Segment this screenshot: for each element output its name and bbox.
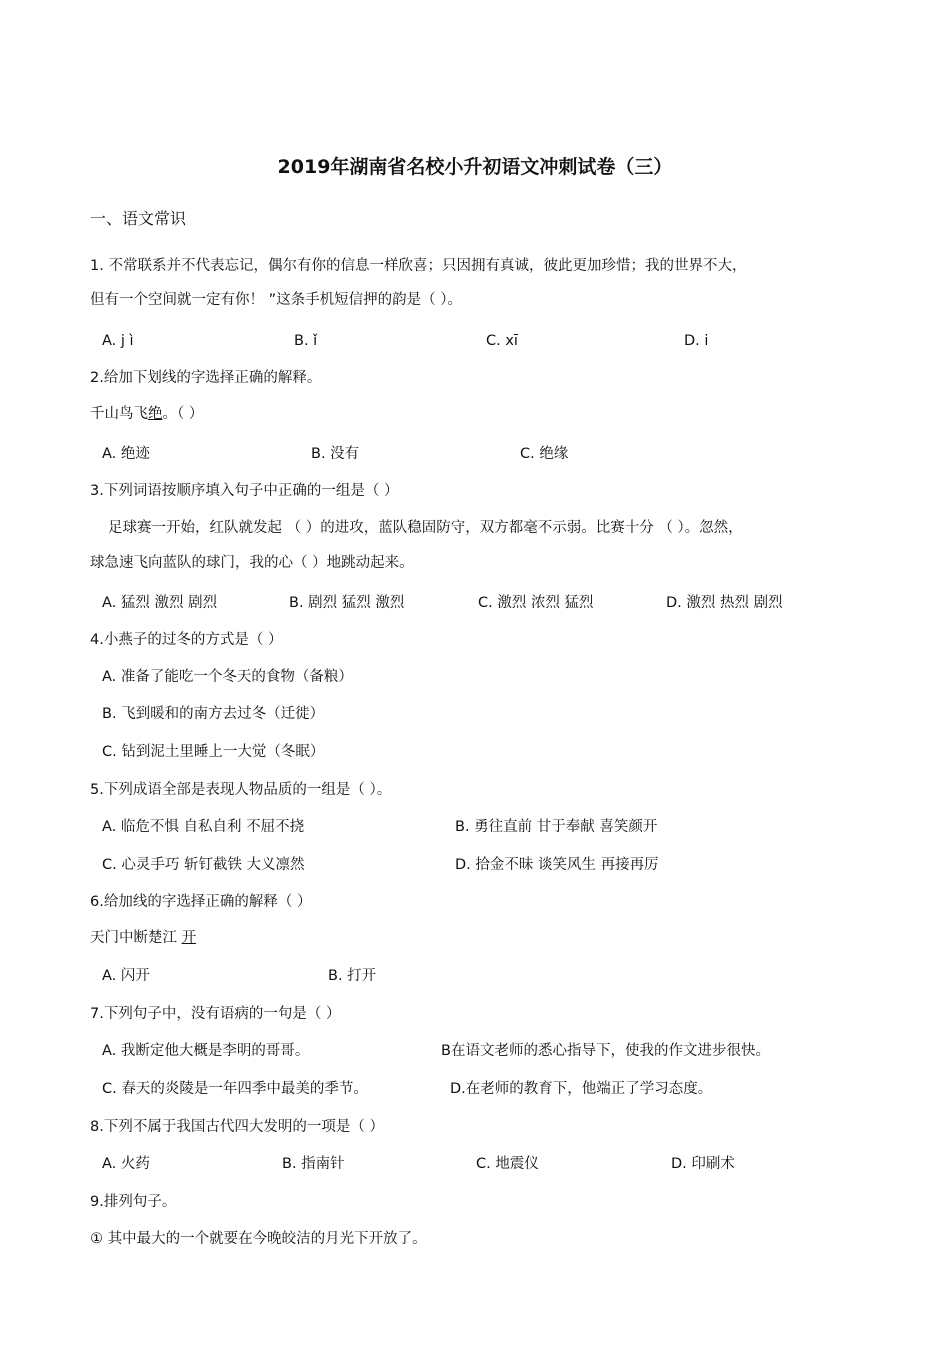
q2-option-a: A. 绝迹 xyxy=(102,446,150,462)
q7-stem: 7.下列句子中，没有语病的一句是（ ） xyxy=(90,1006,341,1022)
q2-option-b: B. 没有 xyxy=(311,446,360,462)
q5-option-a: A. 临危不惧 自私自利 不屈不挠 xyxy=(102,819,305,835)
q2-sentence-post: 。（ ） xyxy=(162,406,204,422)
q6-sentence xyxy=(90,928,196,948)
q3-stem: 3.下列词语按顺序填入句子中正确的一组是（ ） xyxy=(90,483,399,499)
q7-option-a: A. 我断定他大概是李明的哥哥。 xyxy=(102,1043,310,1059)
q6-sentence-pre: 天门中断楚江 xyxy=(90,930,182,946)
q3-passage-line1: 足球赛一开始，红队就发起 （ ）的进攻，蓝队稳固防守，双方都毫不示弱。比赛十分 （ ）。忽然， xyxy=(108,520,743,536)
q8-option-a: A. 火药 xyxy=(102,1156,150,1172)
q5-stem: 5.下列成语全部是表现人物品质的一组是（ ）。 xyxy=(90,782,392,798)
q8-option-b: B. 指南针 xyxy=(282,1156,345,1172)
q5-option-b: B. 勇往直前 甘于奉献 喜笑颜开 xyxy=(455,819,658,835)
q1-stem-line2: 但有一个空间就一定有你！ ”这条手机短信押的韵是（ ）。 xyxy=(90,292,462,308)
q6-option-b: B. 打开 xyxy=(328,968,377,984)
section-heading: 一、语文常识 xyxy=(90,209,187,228)
q5-option-c: C. 心灵手巧 斩钉截铁 大义凛然 xyxy=(102,857,305,873)
q1-option-d: D. i xyxy=(684,333,709,349)
q6-underlined-char: 开 xyxy=(181,930,197,946)
q6-stem: 6.给加线的字选择正确的解释（ ） xyxy=(90,894,312,910)
q8-option-c: C. 地震仪 xyxy=(476,1156,539,1172)
q7-option-c: C. 春天的炎陵是一年四季中最美的季节。 xyxy=(102,1081,368,1097)
q3-option-c: C. 激烈 浓烈 猛烈 xyxy=(478,595,594,611)
q4-option-c: C. 钻到泥土里睡上一大觉（冬眠） xyxy=(102,744,325,760)
q1-option-c: C. xī xyxy=(486,333,518,349)
q3-option-a: A. 猛烈 激烈 剧烈 xyxy=(102,595,218,611)
q3-passage-line2: 球急速飞向蓝队的球门，我的心（ ）地跳动起来。 xyxy=(90,555,414,571)
q3-option-b: B. 剧烈 猛烈 激烈 xyxy=(289,595,405,611)
q7-option-b: B在语文老师的悉心指导下，使我的作文进步很快。 xyxy=(441,1043,770,1059)
q8-option-d: D. 印刷术 xyxy=(671,1156,735,1172)
q5-option-d: D. 拾金不昧 谈笑风生 再接再厉 xyxy=(455,857,659,873)
q6-option-a: A. 闪开 xyxy=(102,968,150,984)
q8-stem: 8.下列不属于我国古代四大发明的一项是（ ） xyxy=(90,1119,384,1135)
q9-item-1: ① 其中最大的一个就要在今晚皎洁的月光下开放了。 xyxy=(90,1231,427,1247)
page-title: 2019年湖南省名校小升初语文冲刺试卷（三） xyxy=(277,156,673,178)
q1-option-b: B. ǐ xyxy=(294,333,318,349)
q4-stem: 4.小燕子的过冬的方式是（ ） xyxy=(90,632,283,648)
q7-option-d: D.在老师的教育下，他端正了学习态度。 xyxy=(450,1081,713,1097)
q9-stem: 9.排列句子。 xyxy=(90,1194,177,1210)
q4-option-b: B. 飞到暖和的南方去过冬（迁徙） xyxy=(102,706,325,722)
q2-stem: 2.给加下划线的字选择正确的解释。 xyxy=(90,370,322,386)
q2-sentence xyxy=(90,404,203,424)
q4-option-a: A. 准备了能吃一个冬天的食物（备粮） xyxy=(102,669,353,685)
q2-underlined-char: 绝 xyxy=(148,406,163,422)
q1-stem-line1: 1. 不常联系并不代表忘记，偶尔有你的信息一样欣喜；只因拥有真诚，彼此更加珍惜；我的世界不大， xyxy=(90,258,747,274)
q2-option-c: C. 绝缘 xyxy=(520,446,569,462)
q1-option-a: A. j ì xyxy=(102,333,134,349)
q3-option-d: D. 激烈 热烈 剧烈 xyxy=(666,595,783,611)
q2-sentence-pre: 千山鸟飞 xyxy=(90,406,148,422)
